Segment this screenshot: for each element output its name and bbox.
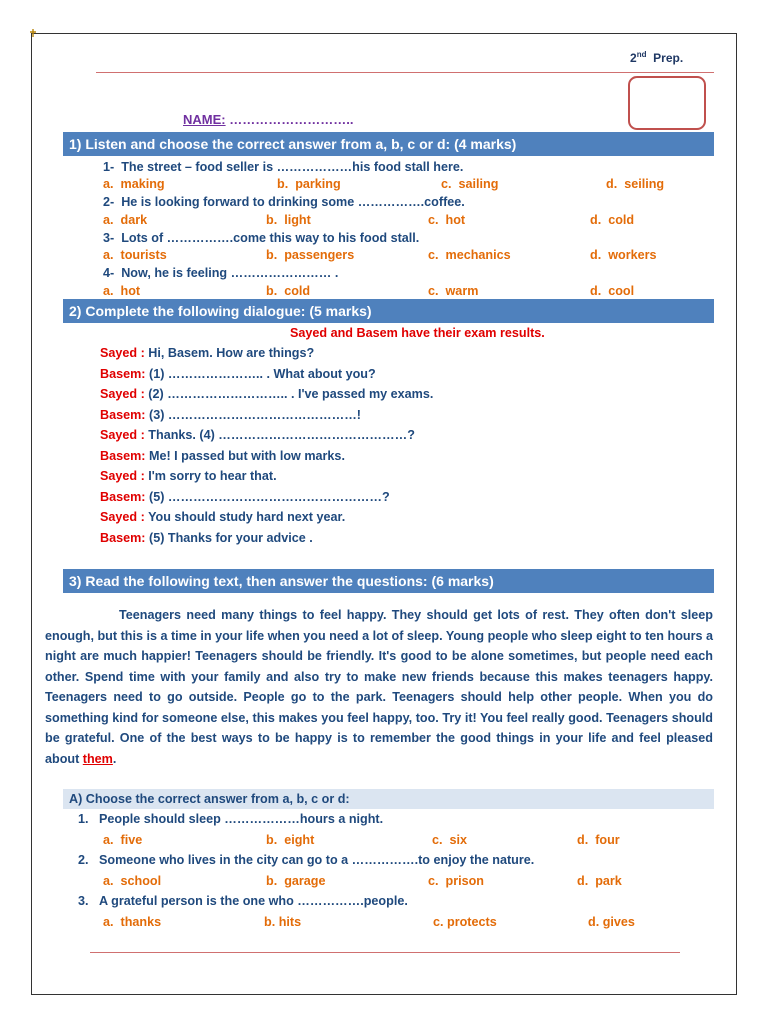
option-a[interactable]: a. making xyxy=(103,177,165,191)
dialogue-line: Basem: Me! I passed but with low marks. xyxy=(100,449,345,463)
question-3: 3- Lots of …………….come this way to his food stall. xyxy=(103,231,420,245)
dialogue-line: Basem: (5) Thanks for your advice . xyxy=(100,531,313,545)
dialogue-line: Sayed : I'm sorry to hear that. xyxy=(100,469,277,483)
dialogue-line[interactable]: Basem: (1) ………………….. . What about you? xyxy=(100,367,376,381)
dialogue-line[interactable]: Basem: (3) ………………………………………! xyxy=(100,408,361,422)
question-1: 1. People should sleep ………………hours a night. xyxy=(78,812,384,826)
option-d[interactable]: d. cool xyxy=(590,284,635,298)
option-c[interactable]: c. mechanics xyxy=(428,248,511,262)
option-b[interactable]: b. eight xyxy=(266,833,315,847)
option-c[interactable]: c. warm xyxy=(428,284,479,298)
option-b[interactable]: b. passengers xyxy=(266,248,355,262)
dialogue-line: Sayed : You should study hard next year. xyxy=(100,510,346,524)
option-b[interactable]: b. parking xyxy=(277,177,341,191)
question-2: 2- He is looking forward to drinking some …………….coffee. xyxy=(103,195,465,209)
question-4: 4- Now, he is feeling …………………… . xyxy=(103,266,339,280)
option-a[interactable]: a. thanks xyxy=(103,915,162,929)
reading-passage: Teenagers need many things to feel happy. They should get lots of rest. They often don't sleep enough, but this is a time in your life when you need a lot of sleep. Young people who sleep eight to ten hours a night are much happier! Teenagers should be friendly. It's good to be alone sometimes, but people need each other. Spend time with your family and also try to make new friends because this makes teenagers happy. Teenagers need to go outside. People go to the park. Teenagers should help other people. When you do something kind for someone else, this makes you feel happy, too. Try it! You feel really good. Teenagers should be grateful. One of the best ways to be happy is to remember the good things in your life and feel pleased about them. xyxy=(45,608,713,766)
option-b[interactable]: b. garage xyxy=(266,874,326,888)
question-1: 1- The street – food seller is ………………his food stall here. xyxy=(103,160,464,174)
dialogue-line[interactable]: Sayed : Thanks. (4) ………………………………………? xyxy=(100,428,415,442)
option-a[interactable]: a. tourists xyxy=(103,248,167,262)
option-c[interactable]: c. protects xyxy=(433,915,497,929)
option-d[interactable]: d. gives xyxy=(588,915,635,929)
option-a[interactable]: a. five xyxy=(103,833,143,847)
question-3: 3. A grateful person is the one who …………….people. xyxy=(78,894,408,908)
option-c[interactable]: c. hot xyxy=(428,213,466,227)
option-a[interactable]: a. dark xyxy=(103,213,148,227)
option-c[interactable]: c. six xyxy=(432,833,468,847)
dialogue-line: Sayed : Hi, Basem. How are things? xyxy=(100,346,315,360)
footer-divider xyxy=(90,952,680,953)
dialogue-line[interactable]: Sayed : (2) ……………………….. . I've passed my exams. xyxy=(100,387,434,401)
part-a-header: A) Choose the correct answer from a, b, c or d: xyxy=(63,789,714,809)
section-3-header: 3) Read the following text, then answer the questions: (6 marks) xyxy=(63,569,714,593)
option-d[interactable]: d. four xyxy=(577,833,620,847)
name-field[interactable]: NAME: ……………………….. xyxy=(183,112,354,127)
score-box xyxy=(628,76,706,130)
header-divider xyxy=(96,72,714,73)
option-a[interactable]: a. school xyxy=(103,874,162,888)
option-b[interactable]: b. hits xyxy=(264,915,302,929)
option-d[interactable]: d. seiling xyxy=(606,177,665,191)
grade-label: 2nd Prep. xyxy=(630,50,684,65)
section-2-header: 2) Complete the following dialogue: (5 marks) xyxy=(63,299,714,323)
option-c[interactable]: c. sailing xyxy=(441,177,499,191)
highlighted-keyword: them xyxy=(82,751,113,766)
section-1-header: 1) Listen and choose the correct answer from a, b, c or d: (4 marks) xyxy=(63,132,714,156)
option-d[interactable]: d. workers xyxy=(590,248,657,262)
dialogue-line[interactable]: Basem: (5) ……………………………………………? xyxy=(100,490,390,504)
anchor-icon xyxy=(29,29,37,37)
option-d[interactable]: d. park xyxy=(577,874,622,888)
dialogue-subtitle: Sayed and Basem have their exam results. xyxy=(290,326,545,340)
option-a[interactable]: a. hot xyxy=(103,284,141,298)
option-c[interactable]: c. prison xyxy=(428,874,484,888)
option-b[interactable]: b. light xyxy=(266,213,311,227)
option-b[interactable]: b. cold xyxy=(266,284,311,298)
option-d[interactable]: d. cold xyxy=(590,213,635,227)
question-2: 2. Someone who lives in the city can go to a …………….to enjoy the nature. xyxy=(78,853,535,867)
